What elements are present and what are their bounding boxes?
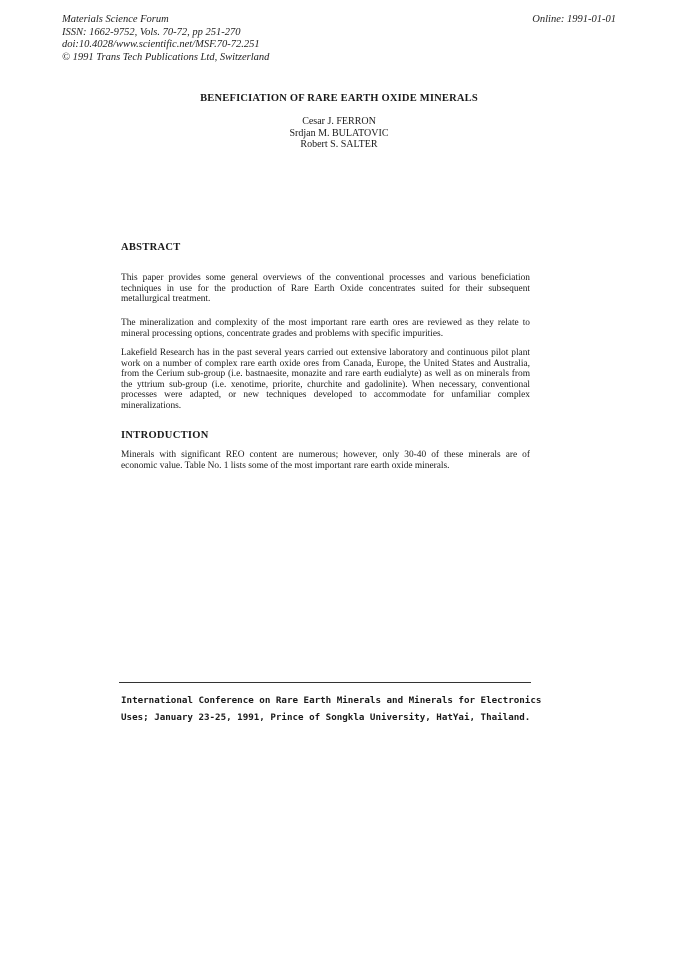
author-name: Cesar J. FERRON xyxy=(302,116,376,127)
abstract-heading: ABSTRACT xyxy=(121,242,181,253)
author-name: Srdjan M. BULATOVIC xyxy=(289,127,389,139)
footer-divider xyxy=(119,682,531,683)
copyright-line: © 1991 Trans Tech Publications Ltd, Switzerland xyxy=(62,51,270,63)
conference-line: International Conference on Rare Earth Minerals and Minerals for Electronics xyxy=(121,695,542,706)
journal-name: Materials Science Forum xyxy=(62,14,169,25)
doi-line: doi:10.4028/www.scientific.net/MSF.70-72.251 xyxy=(62,39,260,50)
abstract-paragraph: The mineralization and complexity of the most important rare earth ores are reviewed as they relate to mineral processing options, concentrate grades and problems with specific impurities. xyxy=(121,318,530,339)
abstract-paragraph: This paper provides some general overviews of the conventional processes and various beneficiation techniques in use for the production of Rare Earth Oxide concentrates suited for their subsequent metallurgical treatment. xyxy=(121,273,530,305)
online-date: Online: 1991-01-01 xyxy=(532,14,616,25)
abstract-paragraph: Lakefield Research has in the past several years carried out extensive laboratory and continuous pilot plant work on a number of complex rare earth oxide ores from Canada, Europe, the United States and Australia, from the Cerium sub-group (i.e. bastnaesite, monazite and rare earth eudialyte) as well as on minerals from the yttrium sub-group (i.e. xenotime, priorite, churchite and gadolinite). When necessary, conventional processes were adapted, or new techniques developed to accommodate for unfamiliar complex mineralizations. xyxy=(121,348,530,411)
author-name: Robert S. SALTER xyxy=(300,139,378,150)
introduction-heading: INTRODUCTION xyxy=(121,430,209,441)
conference-line: Uses; January 23-25, 1991, Prince of Songkla University, HatYai, Thailand. xyxy=(121,712,531,723)
issn-line: ISSN: 1662-9752, Vols. 70-72, pp 251-270 xyxy=(62,26,241,38)
author-list xyxy=(0,116,678,151)
conference-footnote xyxy=(121,692,541,726)
journal-header xyxy=(62,14,269,64)
paper-title: BENEFICIATION OF RARE EARTH OXIDE MINERALS xyxy=(200,93,478,104)
introduction-paragraph: Minerals with significant REO content are numerous; however, only 30-40 of these minerals are of economic value. Table No. 1 lists some of the most important rare earth oxide minerals. xyxy=(121,450,530,471)
